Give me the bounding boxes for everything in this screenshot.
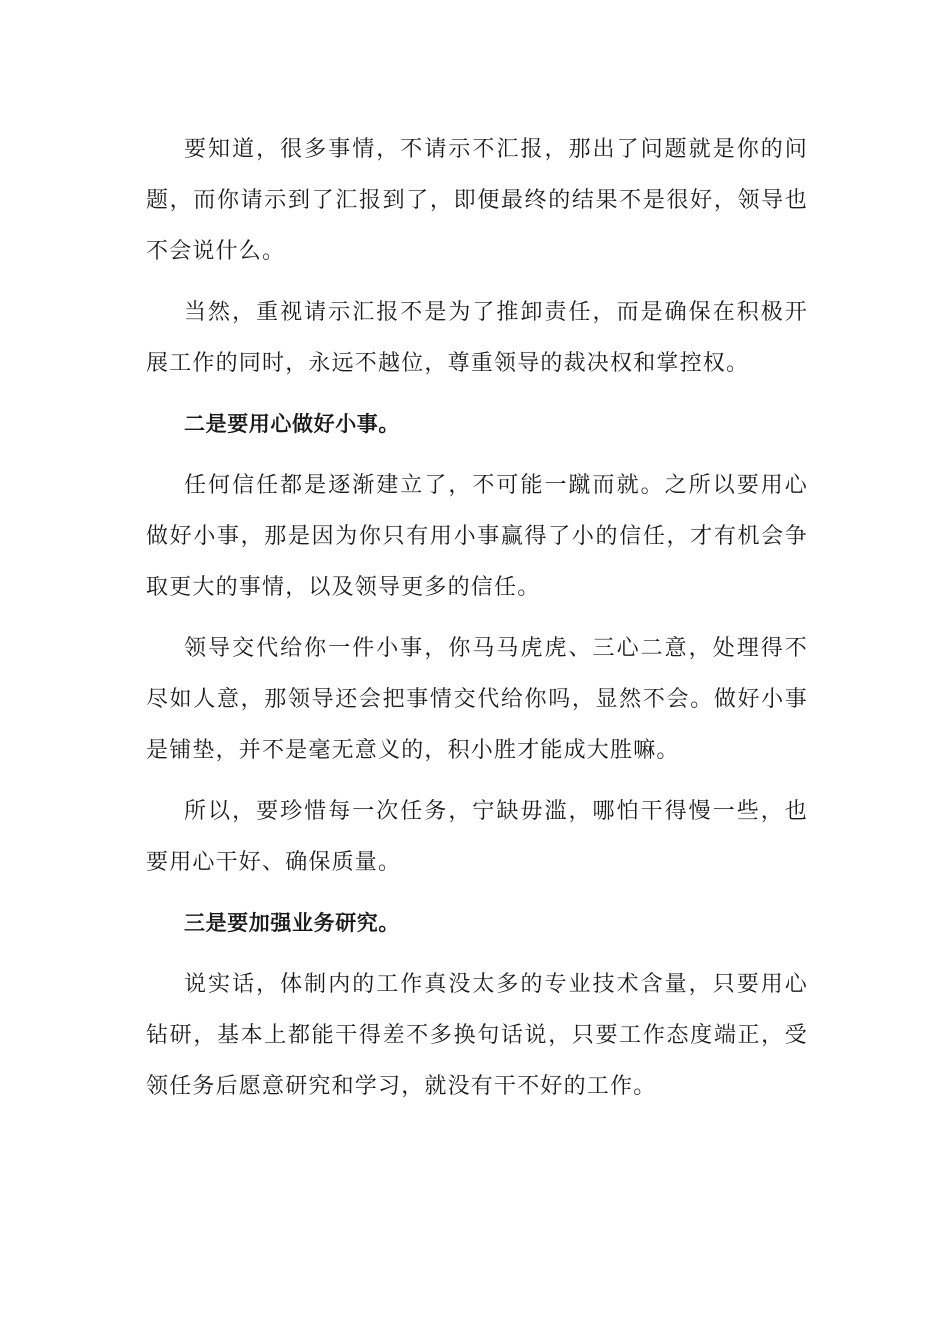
paragraph-report-consequences: 要知道，很多事情，不请示不汇报，那出了问题就是你的问题，而你请示到了汇报到了，即便最终的结果不是很好，领导也不会说什么。 [146, 137, 808, 264]
paragraph-build-trust: 任何信任都是逐渐建立了，不可能一蹴而就。之所以要用心做好小事，那是因为你只有用小事赢得了小的信任，才有机会争取更大的事情，以及领导更多的信任。 [146, 473, 808, 600]
paragraph-respect-authority: 当然，重视请示汇报不是为了推卸责任，而是确保在积极开展工作的同时，永远不越位，尊重领导的裁决权和掌控权。 [146, 300, 808, 376]
document-page [146, 124, 808, 1122]
section-heading-business-research: 三是要加强业务研究。 [184, 911, 400, 935]
paragraph-cherish-tasks: 所以，要珍惜每一次任务，宁缺毋滥，哪怕干得慢一些，也要用心干好、确保质量。 [146, 799, 808, 875]
paragraph-study-work: 说实话，体制内的工作真没太多的专业技术含量，只要用心钻研，基本上都能干得差不多换句话说，只要工作态度端正，受领任务后愿意研究和学习，就没有干不好的工作。 [146, 972, 808, 1099]
paragraph-small-task-example: 领导交代给你一件小事，你马马虎虎、三心二意，处理得不尽如人意，那领导还会把事情交代给你吗，显然不会。做好小事是铺垫，并不是毫无意义的，积小胜才能成大胜嘛。 [146, 636, 808, 763]
section-heading-small-tasks: 二是要用心做好小事。 [184, 412, 400, 436]
